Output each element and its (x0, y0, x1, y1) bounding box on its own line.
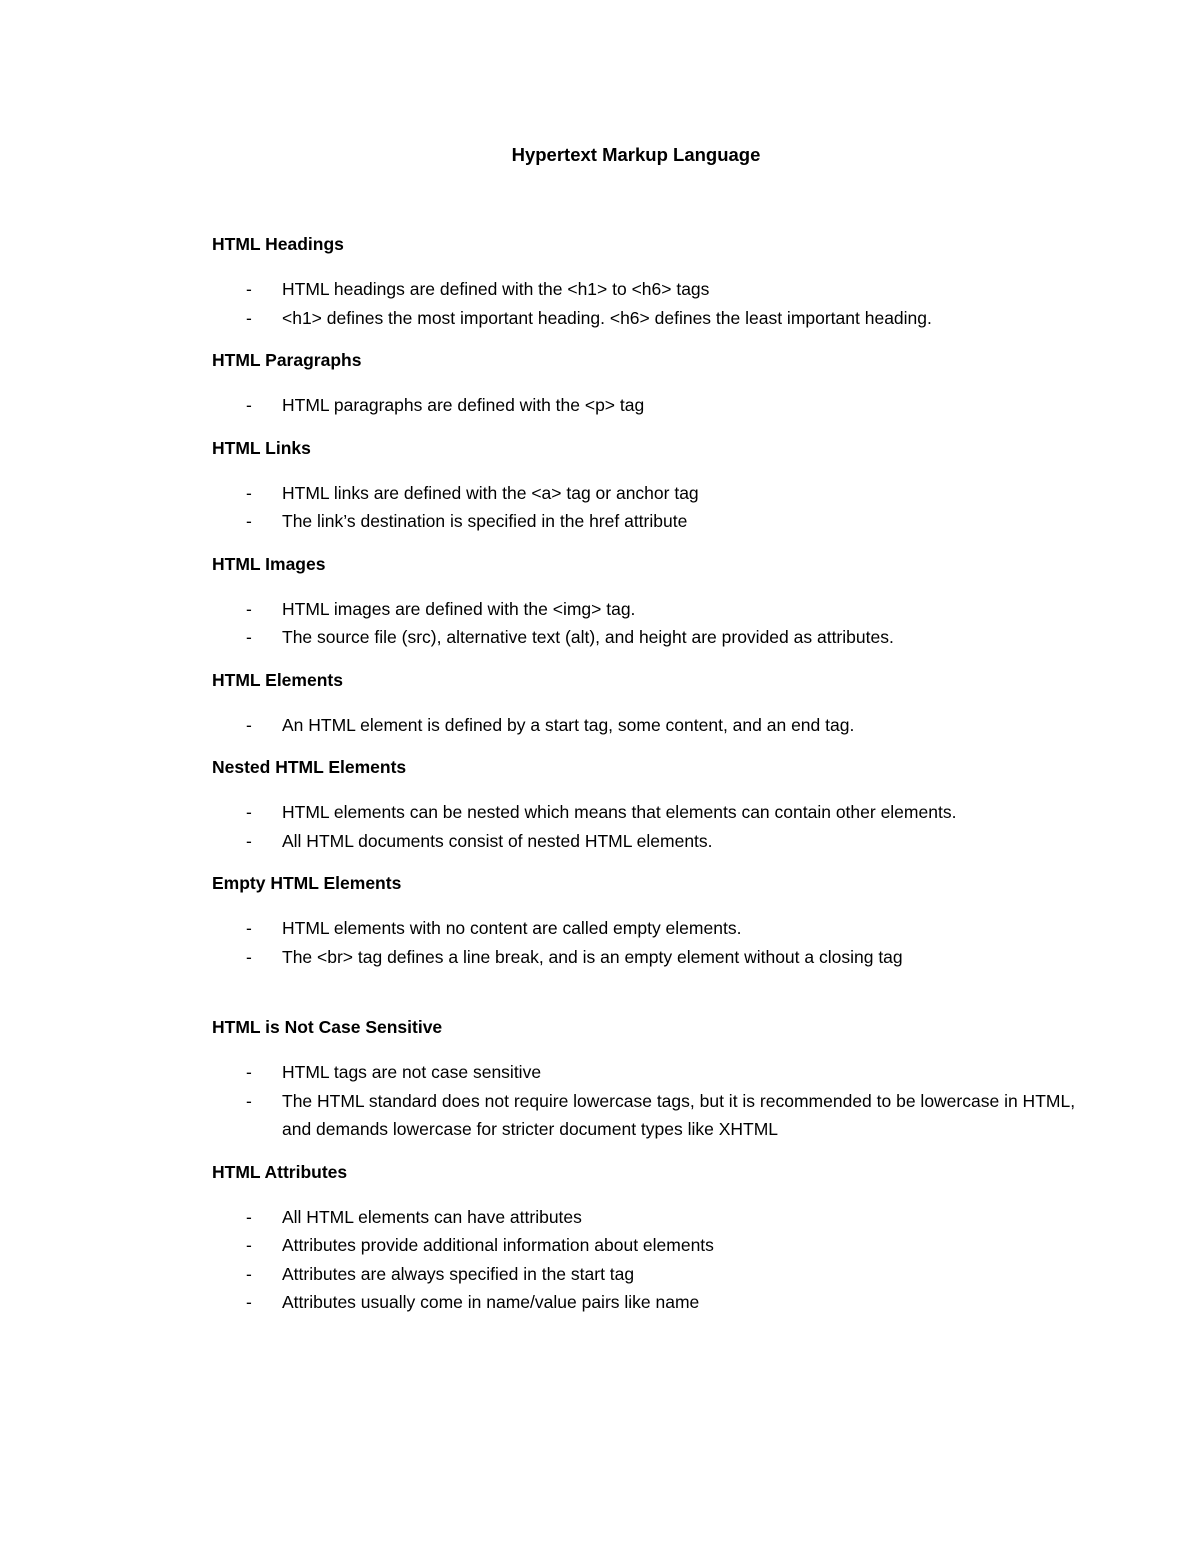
dash-bullet: - (246, 714, 252, 735)
section-heading: Empty HTML Elements (212, 873, 402, 893)
list-item-text: HTML elements with no content are called empty elements. (282, 918, 742, 938)
list-item-text: HTML elements can be nested which means that elements can contain other elements. (282, 802, 957, 822)
list-item (212, 827, 1092, 856)
section-heading: HTML Paragraphs (212, 350, 362, 370)
list-item (212, 304, 1092, 333)
list-item (212, 1260, 1092, 1289)
section-html-paragraphs (212, 347, 1092, 420)
bullet-list (212, 275, 1092, 332)
list-item (212, 1203, 1092, 1232)
section-nested-html-elements (212, 754, 1092, 855)
section-heading: HTML Images (212, 553, 326, 574)
dash-bullet: - (246, 918, 252, 938)
bullet-list (212, 391, 1092, 420)
dash-bullet: - (246, 1235, 252, 1255)
section-html-headings (212, 231, 1092, 332)
list-item (212, 595, 1092, 624)
list-item (212, 1288, 1092, 1317)
list-item-text: The link’s destination is specified in the href attribute (282, 511, 688, 531)
list-item (212, 1087, 1092, 1144)
dash-bullet: - (246, 598, 252, 619)
list-item-text: HTML paragraphs are defined with the <p> tag (282, 395, 645, 415)
list-item-text: HTML headings are defined with the <h1> to <h6> tags (282, 279, 710, 299)
dash-bullet: - (246, 627, 252, 647)
list-item (212, 1058, 1092, 1087)
list-item (212, 623, 1092, 652)
list-item-text: Attributes usually come in name/value pairs like name (282, 1292, 700, 1312)
dash-bullet: - (246, 830, 252, 851)
bullet-list (212, 595, 1092, 652)
list-item-text: All HTML elements can have attributes (282, 1206, 582, 1227)
list-item-text: HTML tags are not case sensitive (282, 1062, 542, 1082)
list-item (212, 943, 1092, 972)
section-heading: HTML Elements (212, 669, 343, 690)
list-item (212, 914, 1092, 943)
dash-bullet: - (246, 1206, 252, 1227)
section-heading: HTML Links (212, 437, 311, 458)
bullet-list (212, 711, 1092, 740)
list-item-text: HTML images are defined with the <img> tag. (282, 598, 636, 619)
document-body (212, 231, 1092, 1332)
list-item-text: All HTML documents consist of nested HTML elements. (282, 830, 713, 851)
list-item-text: The <br> tag defines a line break, and is an empty element without a closing tag (282, 946, 903, 967)
dash-bullet: - (246, 1292, 252, 1312)
section-heading: HTML Attributes (212, 1161, 348, 1182)
bullet-list (212, 1058, 1092, 1144)
dash-bullet: - (246, 482, 252, 503)
section-html-elements (212, 667, 1092, 740)
dash-bullet: - (246, 511, 252, 531)
section-html-images (212, 551, 1092, 652)
dash-bullet: - (246, 279, 252, 299)
list-item-text: Attributes provide additional information about elements (282, 1235, 714, 1255)
list-item (212, 275, 1092, 304)
bullet-list (212, 914, 1092, 971)
list-item-text: The source file (src), alternative text (alt), and height are provided as attributes. (282, 627, 894, 647)
section-heading: HTML Headings (212, 234, 344, 254)
list-item-text: HTML links are defined with the <a> tag or anchor tag (282, 482, 699, 503)
section-empty-html-elements (212, 870, 1092, 971)
dash-bullet: - (246, 307, 252, 328)
dash-bullet: - (246, 946, 252, 967)
section-heading: Nested HTML Elements (212, 757, 407, 777)
list-item (212, 391, 1092, 420)
list-item (212, 711, 1092, 740)
list-item (212, 1231, 1092, 1260)
dash-bullet: - (246, 1062, 252, 1082)
bullet-list (212, 479, 1092, 536)
list-item-text: An HTML element is defined by a start tag, some content, and an end tag. (282, 714, 855, 735)
section-html-not-case-sensitive (212, 1014, 1092, 1144)
list-item-text: Attributes are always specified in the start tag (282, 1263, 635, 1284)
list-item-text: <h1> defines the most important heading. <h6> defines the least important heading. (282, 307, 932, 328)
list-item (212, 479, 1092, 508)
section-heading: HTML is Not Case Sensitive (212, 1017, 443, 1037)
list-item-text: The HTML standard does not require lowercase tags, but it is recommended to be lowercase in HTML, and demands lowercase for stricter document types like XHTML (282, 1090, 1076, 1139)
dash-bullet: - (246, 1263, 252, 1284)
dash-bullet: - (246, 802, 252, 822)
section-html-links (212, 435, 1092, 536)
bullet-list (212, 798, 1092, 855)
dash-bullet: - (246, 1090, 252, 1111)
section-html-attributes (212, 1159, 1092, 1317)
list-item (212, 798, 1092, 827)
bullet-list (212, 1203, 1092, 1317)
page-title: Hypertext Markup Language (511, 144, 761, 165)
dash-bullet: - (246, 395, 252, 415)
list-item (212, 507, 1092, 536)
